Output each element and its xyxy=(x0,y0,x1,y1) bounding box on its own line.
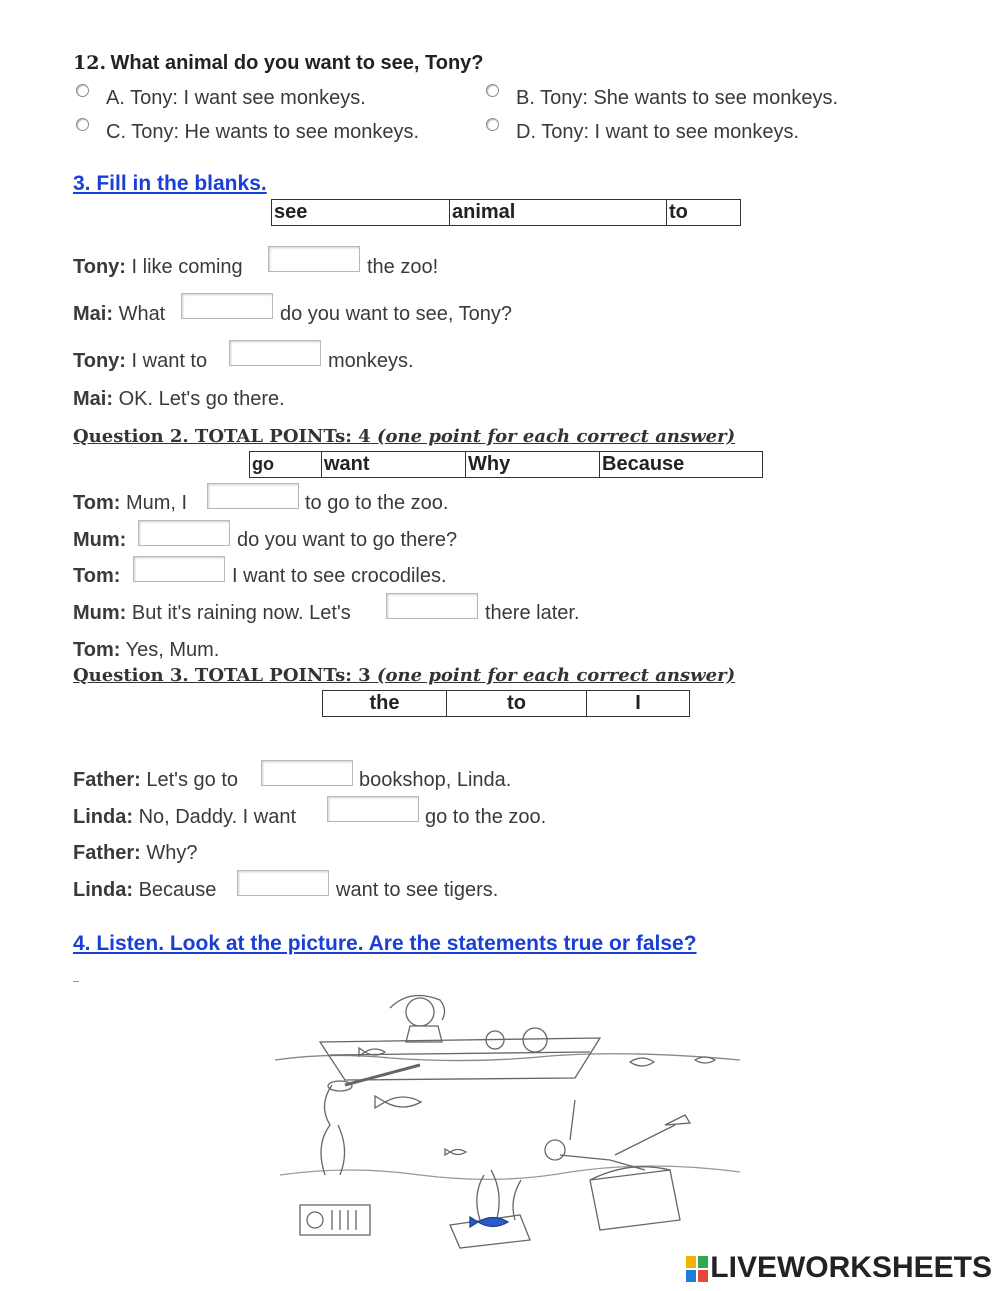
section-3-title: 3. Fill in the blanks. xyxy=(73,172,267,195)
heading-text: Question 2. TOTAL POINTs: 4 xyxy=(73,426,371,447)
line-text-before: Because xyxy=(138,879,217,901)
line-text-before: I like coming xyxy=(131,256,243,278)
question-3-heading xyxy=(73,665,735,686)
option-d-label: D. Tony: I want to see monkeys. xyxy=(516,121,800,143)
speaker: Tony: xyxy=(73,256,126,278)
dialogue-line xyxy=(73,492,187,515)
line-text-after: to go to the zoo. xyxy=(305,492,449,514)
blank-input[interactable] xyxy=(181,293,273,319)
dialogue-line xyxy=(73,842,197,865)
option-b-label: B. Tony: She wants to see monkeys. xyxy=(516,87,839,109)
option-c-label: C. Tony: He wants to see monkeys. xyxy=(106,121,420,143)
speaker: Tom: xyxy=(73,639,121,661)
divider xyxy=(73,981,79,982)
question-number: 12. xyxy=(73,52,107,74)
line-text-after: go to the zoo. xyxy=(425,806,547,828)
line-text-after: monkeys. xyxy=(328,350,414,372)
blank-input[interactable] xyxy=(327,796,419,822)
word-bank-question-2 xyxy=(249,451,763,478)
question-12-title xyxy=(73,52,484,75)
liveworksheets-icon xyxy=(686,1256,708,1282)
radio-option-a[interactable] xyxy=(76,84,89,97)
word-bank-cell: animal xyxy=(450,200,667,226)
line-text-after: do you want to see, Tony? xyxy=(280,303,513,325)
dialogue-line xyxy=(73,256,243,279)
line-text-before: But it's raining now. Let's xyxy=(131,602,351,624)
radio-option-d[interactable] xyxy=(486,118,499,131)
word-bank-cell: want xyxy=(322,452,466,478)
speaker: Tony: xyxy=(73,350,126,372)
line-text-after: the zoo! xyxy=(367,256,439,278)
radio-option-b[interactable] xyxy=(486,84,499,97)
blank-input[interactable] xyxy=(207,483,299,509)
heading-note: (one point for each correct answer) xyxy=(376,665,736,686)
question-text: What animal do you want to see, Tony? xyxy=(110,52,484,74)
dialogue-line xyxy=(73,529,126,552)
line-text-before: No, Daddy. I want xyxy=(138,806,297,828)
radio-option-c[interactable] xyxy=(76,118,89,131)
speaker: Father: xyxy=(73,842,141,864)
word-bank-cell: the xyxy=(323,691,447,717)
blank-input[interactable] xyxy=(268,246,360,272)
dialogue-line xyxy=(73,388,285,411)
dialogue-line xyxy=(73,879,216,902)
heading-note: (one point for each correct answer) xyxy=(376,426,736,447)
blank-input[interactable] xyxy=(237,870,329,896)
speaker: Mai: xyxy=(73,388,113,410)
line-text-before: Why? xyxy=(146,842,198,864)
line-text-before: Yes, Mum. xyxy=(125,639,220,661)
liveworksheets-logo xyxy=(686,1251,992,1285)
logo-text: LIVEWORKSHEETS xyxy=(710,1251,992,1284)
line-text-after: I want to see crocodiles. xyxy=(232,565,447,587)
word-bank-cell: Why xyxy=(466,452,600,478)
line-text-before: OK. Let's go there. xyxy=(118,388,285,410)
heading-text: Question 3. TOTAL POINTs: 3 xyxy=(73,665,371,686)
speaker: Tom: xyxy=(73,565,121,587)
line-text-before: Let's go to xyxy=(146,769,239,791)
blank-input[interactable] xyxy=(229,340,321,366)
word-bank-cell: Because xyxy=(600,452,763,478)
blank-input[interactable] xyxy=(386,593,478,619)
speaker: Linda: xyxy=(73,806,133,828)
speaker: Father: xyxy=(73,769,141,791)
blank-input[interactable] xyxy=(261,760,353,786)
option-a-label: A. Tony: I want see monkeys. xyxy=(106,87,366,109)
word-bank-cell: to xyxy=(447,691,587,717)
dialogue-line xyxy=(73,602,351,625)
word-bank-section-3 xyxy=(271,199,741,226)
line-text-after: want to see tigers. xyxy=(336,879,499,901)
speaker: Mum: xyxy=(73,602,127,624)
word-bank-question-3 xyxy=(322,690,690,717)
speaker: Tom: xyxy=(73,492,121,514)
word-bank-cell: I xyxy=(587,691,690,717)
line-text-before: Mum, I xyxy=(125,492,188,514)
blank-input[interactable] xyxy=(138,520,230,546)
word-bank-cell: see xyxy=(272,200,450,226)
dialogue-line xyxy=(73,806,296,829)
speaker: Mai: xyxy=(73,303,113,325)
line-text-before: I want to xyxy=(131,350,208,372)
sea-scene-illustration xyxy=(270,990,750,1255)
blank-input[interactable] xyxy=(133,556,225,582)
question-2-heading xyxy=(73,426,735,447)
dialogue-line xyxy=(73,350,207,373)
line-text-after: bookshop, Linda. xyxy=(359,769,512,791)
word-bank-cell: go xyxy=(250,452,322,478)
line-text-before: What xyxy=(118,303,166,325)
speaker: Mum: xyxy=(73,529,127,551)
word-bank-cell: to xyxy=(667,200,741,226)
section-4-title: 4. Listen. Look at the picture. Are the statements true or false? xyxy=(73,932,697,955)
dialogue-line xyxy=(73,769,238,792)
dialogue-line xyxy=(73,639,219,662)
line-text-after: do you want to go there? xyxy=(237,529,458,551)
line-text-after: there later. xyxy=(485,602,580,624)
speaker: Linda: xyxy=(73,879,133,901)
dialogue-line xyxy=(73,565,120,588)
dialogue-line xyxy=(73,303,165,326)
